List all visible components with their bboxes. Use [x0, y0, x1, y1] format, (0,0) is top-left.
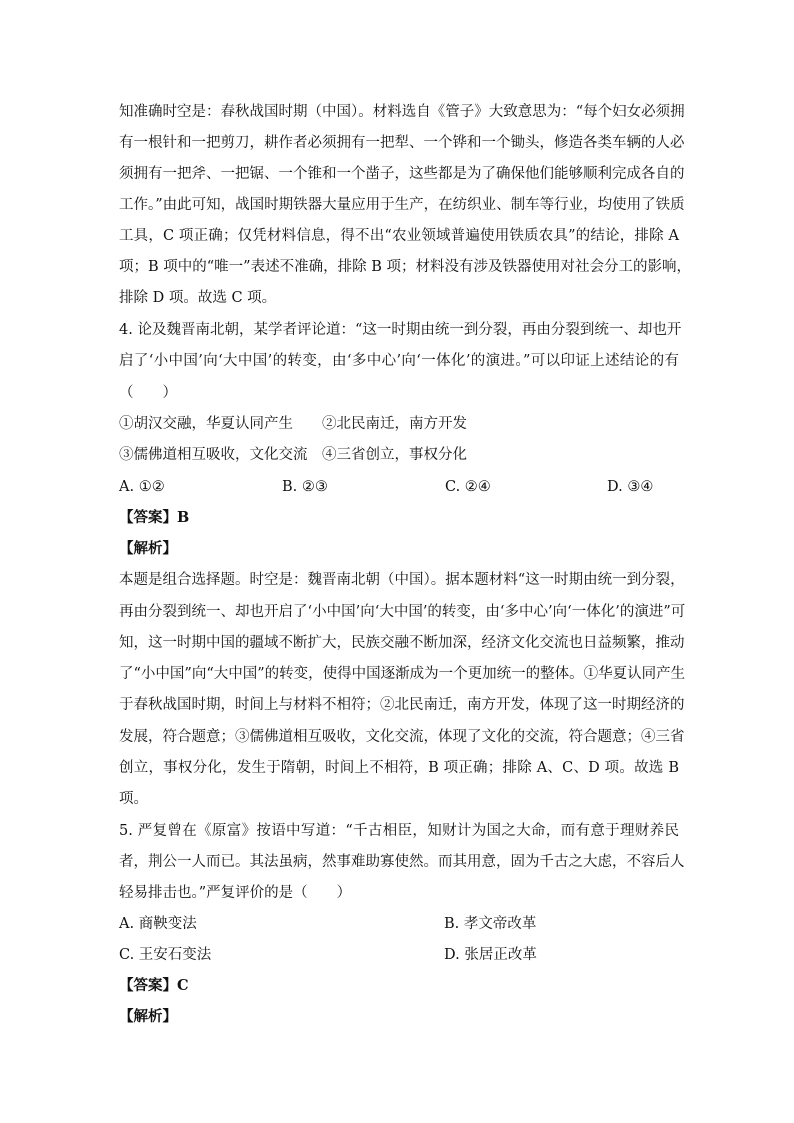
q4-answer: 【答案】B: [119, 509, 190, 526]
q4-option-b: B. ②③: [282, 479, 328, 495]
para1-line-2: 有一根针和一把剪刀，耕作者必须拥有一把犁、一个铧和一个锄头，修造各类车辆的人必: [119, 135, 685, 151]
q4-analysis-line-7: 创立，事权分化，发生于隋朝，时间上不相符，B 项正确；排除 A、C、D 项。故选 B: [119, 760, 679, 776]
q4-analysis-line-1: 本题是组合选择题。时空是：魏晋南北朝（中国）。据本题材料“这一时期由统一到分裂，: [119, 572, 685, 588]
q5-stem-line-2: 者，荆公一人而已。其法虽病，然事难助寡使然。而其用意，固为千古之大虑，不容后人: [119, 854, 685, 870]
q4-item-line-1: ①胡汉交融，华夏认同产生 ②北民南迁，南方开发: [119, 416, 467, 432]
q5-option-c: C. 王安石变法: [119, 947, 212, 963]
para1-line-3: 须拥有一把斧、一把锯、一个锥和一个凿子，这些都是为了确保他们能够顺利完成各自的: [119, 166, 685, 182]
para1-line-7: 排除 D 项。故选 C 项。: [119, 290, 277, 306]
q5-option-b: B. 孝文帝改革: [444, 916, 537, 932]
para1-line-5: 工具，C 项正确；仅凭材料信息，得不出“农业领域普遍使用铁质农具”的结论，排除 A: [119, 228, 679, 244]
q5-stem-line-1: 5. 严复曾在《原富》按语中写道：“千古相臣，知财计为国之大命，而有意于理财养民: [119, 823, 679, 839]
para1-line-4: 工作。”由此可知，战国时期铁器大量应用于生产，在纺织业、制车等行业，均使用了铁质: [119, 197, 685, 213]
q4-option-d: D. ③④: [607, 479, 654, 495]
q4-analysis-line-8: 项。: [119, 791, 148, 807]
q5-analysis-label: 【解析】: [119, 1008, 177, 1025]
q5-option-d: D. 张居正改革: [444, 947, 537, 963]
q4-item-line-2: ③儒佛道相互吸收，文化交流 ④三省创立，事权分化: [119, 447, 467, 463]
q4-stem-line-1: 4. 论及魏晋南北朝，某学者评论道：“这一时期由统一到分裂，再由分裂到统一、却也开: [119, 322, 682, 338]
q4-analysis-line-2: 再由分裂到统一、却也开启了‘小中国’向‘大中国’的转变，由‘多中心’向‘一体化’的演进”可: [119, 604, 686, 620]
q4-option-c: C. ②④: [445, 479, 491, 495]
q4-stem-line-3: （ ）: [119, 385, 177, 401]
q4-analysis-line-6: 发展，符合题意；③儒佛道相互吸收，文化交流，体现了文化的交流，符合题意；④三省: [119, 729, 685, 745]
q5-option-a: A. 商鞅变法: [119, 916, 197, 932]
q4-stem-line-2: 启了‘小中国’向‘大中国’的转变，由‘多中心’向‘一体化’的演进。”可以印证上述结论的有: [119, 353, 679, 369]
q4-option-a: A. ①②: [119, 479, 165, 495]
q4-analysis-line-5: 于春秋战国时期，时间上与材料不相符；②北民南迁，南方开发，体现了这一时期经济的: [119, 697, 685, 713]
para1-line-1: 知准确时空是：春秋战国时期（中国）。材料选自《管子》大致意思为：“每个妇女必须拥: [119, 104, 685, 120]
para1-line-6: 项；B 项中的“唯一”表述不准确，排除 B 项；材料没有涉及铁器使用对社会分工的影响，: [119, 259, 691, 275]
q4-analysis-line-4: 了“小中国”向“大中国”的转变，使得中国逐渐成为一个更加统一的整体。①华夏认同产生: [119, 666, 686, 682]
q4-analysis-label: 【解析】: [119, 540, 177, 557]
q5-stem-line-3: 轻易排击也。”严复评价的是（ ）: [119, 885, 352, 901]
q5-answer: 【答案】C: [119, 977, 189, 994]
q4-analysis-line-3: 知，这一时期中国的疆域不断扩大，民族交融不断加深，经济文化交流也日益频繁，推动: [119, 635, 685, 651]
